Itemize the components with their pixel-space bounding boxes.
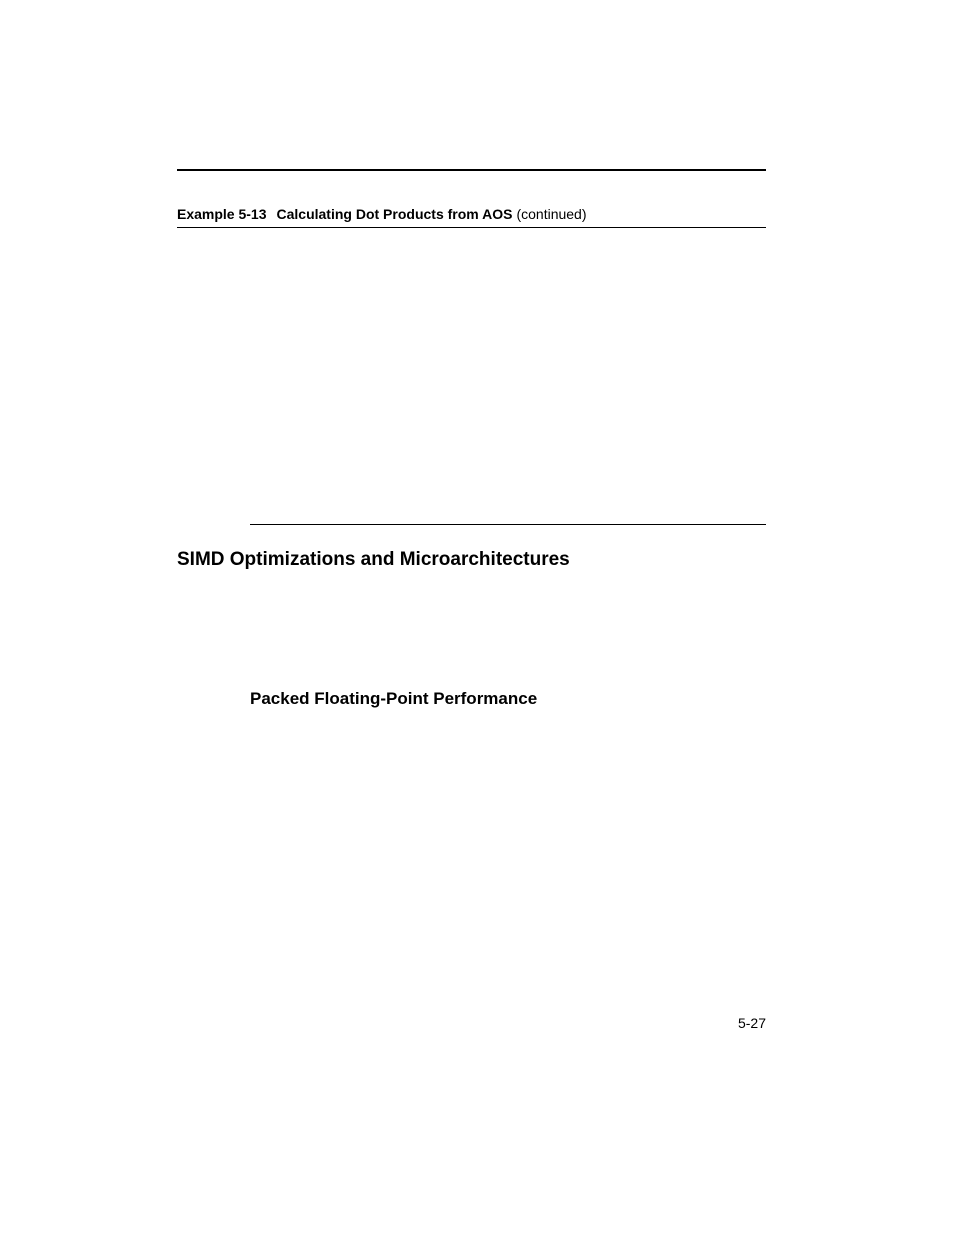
example-title: Calculating Dot Products from AOS <box>276 206 513 222</box>
section-rule <box>250 524 766 525</box>
subsection-heading: Packed Floating-Point Performance <box>250 689 538 708</box>
section-heading: SIMD Optimizations and Microarchitectures <box>177 549 570 570</box>
top-rule <box>177 169 766 171</box>
example-continued-label: (continued) <box>516 206 587 222</box>
example-caption-rule <box>177 227 766 228</box>
example-caption <box>177 206 587 223</box>
example-number: Example 5-13 <box>177 206 267 222</box>
page-number: 5-27 <box>737 1015 766 1031</box>
